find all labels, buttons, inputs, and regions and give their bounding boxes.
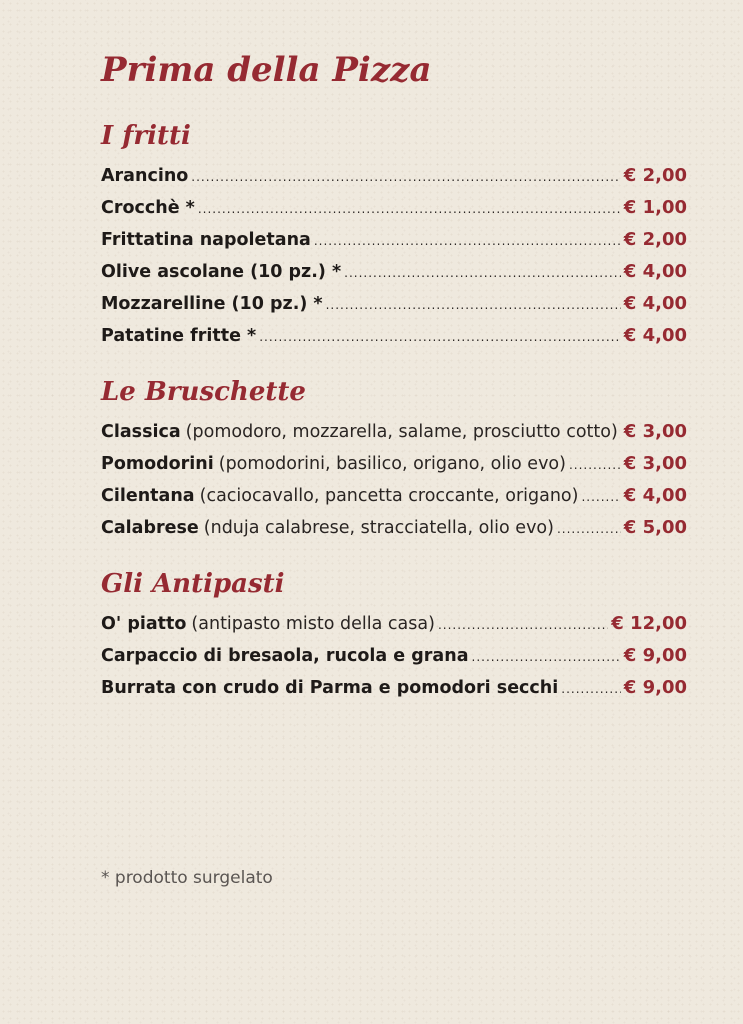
menu-item: [101, 288, 687, 320]
item-description: (pomodorini, basilico, origano, olio evo): [218, 454, 566, 474]
section-antipasti: [101, 566, 687, 704]
menu-item: [101, 224, 687, 256]
item-name: Mozzarelline (10 pz.) *: [101, 294, 323, 314]
dot-leader: [581, 481, 620, 513]
menu-item: [101, 448, 687, 480]
item-name: Carpaccio di bresaola, rucola e grana: [101, 646, 469, 666]
item-price: € 1,00: [623, 197, 687, 218]
menu-item: [101, 192, 687, 224]
item-description: (nduja calabrese, stracciatella, olio evo): [203, 518, 554, 538]
footnote: * prodotto surgelato: [101, 868, 273, 888]
section-fritti: [101, 118, 687, 352]
item-price: € 3,00: [623, 453, 687, 474]
item-name: Calabrese: [101, 518, 199, 538]
dot-leader: [326, 289, 621, 321]
dot-leader: [569, 449, 621, 481]
dot-leader: [438, 609, 608, 641]
item-price: € 3,00: [623, 421, 687, 442]
item-name: Crocchè *: [101, 198, 195, 218]
menu-item: [101, 416, 687, 448]
item-description: (caciocavallo, pancetta croccante, origano): [199, 486, 579, 506]
dot-leader: [557, 513, 621, 545]
item-name: Olive ascolane (10 pz.) *: [101, 262, 342, 282]
dot-leader: [314, 225, 621, 257]
item-price: € 4,00: [623, 325, 687, 346]
section-title: Le Bruschette: [101, 377, 306, 407]
menu-item: [101, 320, 687, 352]
item-price: € 4,00: [623, 293, 687, 314]
dot-leader: [259, 321, 621, 353]
item-description: (antipasto misto della casa): [191, 614, 435, 634]
section-title: I fritti: [101, 121, 191, 151]
item-price: € 2,00: [623, 229, 687, 250]
menu-item: [101, 256, 687, 288]
item-price: € 5,00: [623, 517, 687, 538]
item-price: € 12,00: [611, 613, 687, 634]
item-price: € 9,00: [623, 677, 687, 698]
menu-item: [101, 480, 687, 512]
item-name: Patatine fritte *: [101, 326, 257, 346]
section-title: Gli Antipasti: [101, 569, 285, 599]
item-description: (pomodoro, mozzarella, salame, prosciutto cotto): [185, 422, 618, 442]
page-title: Prima della Pizza: [101, 50, 432, 90]
menu-item: [101, 608, 687, 640]
menu-item: [101, 640, 687, 672]
item-name: O' piatto: [101, 614, 187, 634]
item-name: Cilentana: [101, 486, 195, 506]
item-name: Frittatina napoletana: [101, 230, 311, 250]
menu-item: [101, 512, 687, 544]
item-name: Classica: [101, 422, 181, 442]
dot-leader: [344, 257, 621, 289]
menu-item: [101, 160, 687, 192]
item-price: € 2,00: [623, 165, 687, 186]
dot-leader: [561, 673, 621, 705]
item-price: € 4,00: [623, 261, 687, 282]
section-bruschette: [101, 374, 687, 544]
menu-item: [101, 672, 687, 704]
item-price: € 9,00: [623, 645, 687, 666]
item-name: Burrata con crudo di Parma e pomodori secchi: [101, 678, 559, 698]
dot-leader: [472, 641, 621, 673]
dot-leader: [198, 193, 621, 225]
item-name: Pomodorini: [101, 454, 214, 474]
item-name: Arancino: [101, 166, 189, 186]
item-price: € 4,00: [623, 485, 687, 506]
dot-leader: [191, 161, 621, 193]
